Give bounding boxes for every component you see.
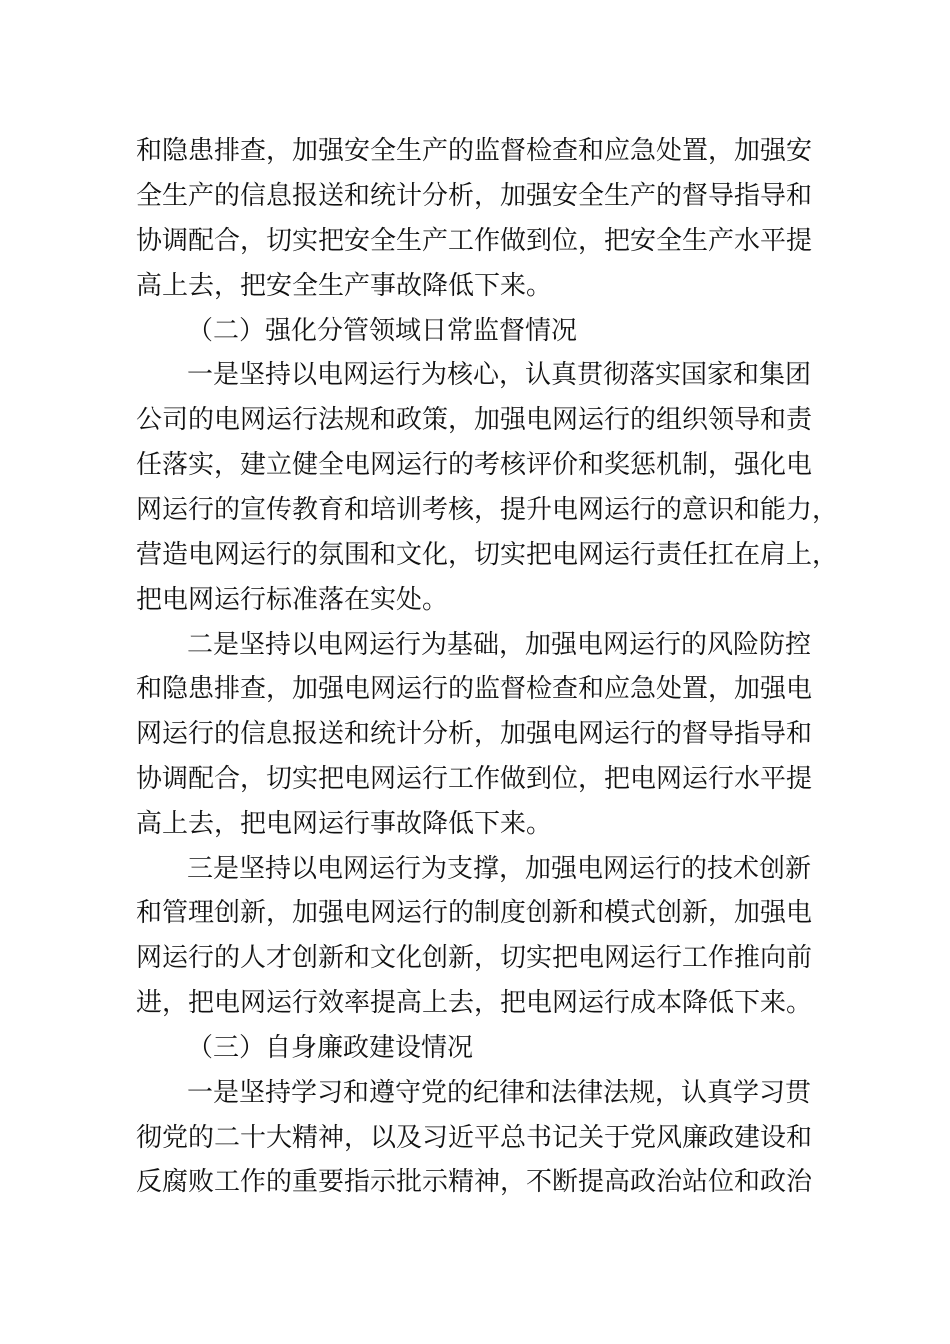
text-line: 营造电网运行的氛围和文化，切实把电网运行责任扛在肩上， xyxy=(136,540,839,570)
text-line: 进，把电网运行效率提高上去，把电网运行成本降低下来。 xyxy=(136,988,813,1018)
text-line: 高上去，把安全生产事故降低下来。 xyxy=(136,271,553,301)
text-line: 公司的电网运行法规和政策，加强电网运行的组织领导和责 xyxy=(136,405,813,435)
section-heading: （二）强化分管领域日常监督情况 xyxy=(187,316,578,346)
text-line: 三是坚持以电网运行为支撑，加强电网运行的技术创新 xyxy=(187,854,812,884)
text-line: 高上去，把电网运行事故降低下来。 xyxy=(136,809,553,839)
text-line: 和隐患排查，加强电网运行的监督检查和应急处置，加强电 xyxy=(136,674,813,704)
text-line: 反腐败工作的重要指示批示精神，不断提高政治站位和政治 xyxy=(136,1167,813,1197)
text-line: 二是坚持以电网运行为基础，加强电网运行的风险防控 xyxy=(187,630,812,660)
text-line: 和隐患排查，加强安全生产的监督检查和应急处置，加强安 xyxy=(136,136,813,166)
text-line: 协调配合，切实把电网运行工作做到位，把电网运行水平提 xyxy=(136,764,813,794)
text-line: 任落实，建立健全电网运行的考核评价和奖惩机制，强化电 xyxy=(136,450,813,480)
text-line: 全生产的信息报送和统计分析，加强安全生产的督导指导和 xyxy=(136,181,813,211)
text-line: 一是坚持学习和遵守党的纪律和法律法规，认真学习贯 xyxy=(187,1078,812,1108)
text-line: 和管理创新，加强电网运行的制度创新和模式创新，加强电 xyxy=(136,898,813,928)
text-line: 把电网运行标准落在实处。 xyxy=(136,585,449,615)
text-line: 网运行的宣传教育和培训考核，提升电网运行的意识和能力， xyxy=(136,495,839,525)
section-heading: （三）自身廉政建设情况 xyxy=(187,1033,474,1063)
text-line: 网运行的信息报送和统计分析，加强电网运行的督导指导和 xyxy=(136,719,813,749)
text-line: 协调配合，切实把安全生产工作做到位，把安全生产水平提 xyxy=(136,226,813,256)
text-line: 彻党的二十大精神，以及习近平总书记关于党风廉政建设和 xyxy=(136,1123,813,1153)
text-line: 网运行的人才创新和文化创新，切实把电网运行工作推向前 xyxy=(136,943,813,973)
text-line: 一是坚持以电网运行为核心，认真贯彻落实国家和集团 xyxy=(187,360,812,390)
